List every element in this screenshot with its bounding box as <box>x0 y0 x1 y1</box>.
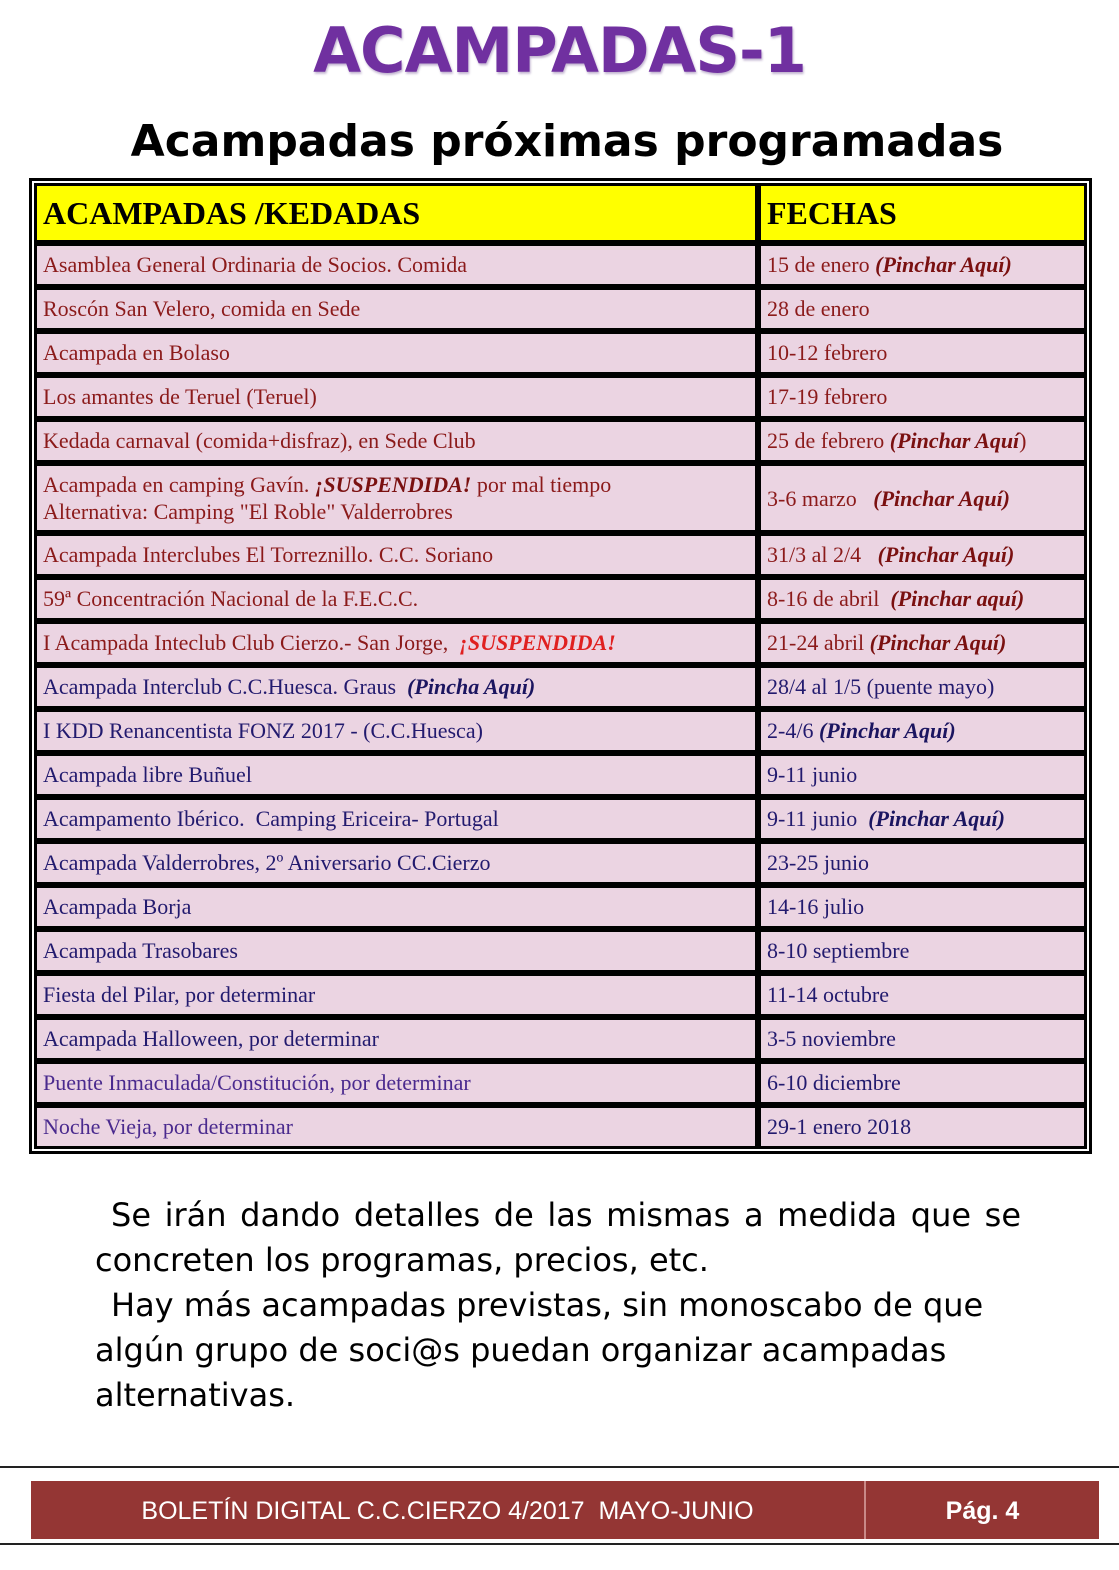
date-cell: 23-25 junio <box>758 841 1087 885</box>
date-cell: 3-6 marzo (Pinchar Aquí) <box>758 463 1087 533</box>
footer-divider <box>0 1466 1119 1468</box>
table-row <box>34 973 1087 1017</box>
event-cell: I KDD Renancentista FONZ 2017 - (C.C.Huesca) <box>34 709 758 753</box>
date-cell: 25 de febrero (Pinchar Aquí) <box>758 419 1087 463</box>
event-cell: Acampada Interclub C.C.Huesca. Graus (Pincha Aquí) <box>34 665 758 709</box>
event-cell: 59ª Concentración Nacional de la F.E.C.C. <box>34 577 758 621</box>
event-cell: Kedada carnaval (comida+disfraz), en Sede Club <box>34 419 758 463</box>
pinchar-aqui-link[interactable]: (Pinchar Aquí <box>889 428 1020 453</box>
date-cell: 28/4 al 1/5 (puente mayo) <box>758 665 1087 709</box>
table-row <box>34 533 1087 577</box>
date-cell: 17-19 febrero <box>758 375 1087 419</box>
table-row <box>34 331 1087 375</box>
date-cell: 21-24 abril (Pinchar Aquí) <box>758 621 1087 665</box>
date-cell: 28 de enero <box>758 287 1087 331</box>
paragraph: Se irán dando detalles de las mismas a medida que se concreten los programas, precios, etc. <box>95 1196 1021 1279</box>
event-cell: Acampada Interclubes El Torreznillo. C.C. Soriano <box>34 533 758 577</box>
event-cell: Acampamento Ibérico. Camping Ericeira- Portugal <box>34 797 758 841</box>
pinchar-aqui-link[interactable]: (Pinchar Aquí) <box>869 630 1007 655</box>
date-cell: 14-16 julio <box>758 885 1087 929</box>
event-cell: Asamblea General Ordinaria de Socios. Comida <box>34 243 758 287</box>
event-cell: Fiesta del Pilar, por determinar <box>34 973 758 1017</box>
date-cell: 8-10 septiembre <box>758 929 1087 973</box>
event-cell: Puente Inmaculada/Constitución, por determinar <box>34 1061 758 1105</box>
event-cell: Acampada Halloween, por determinar <box>34 1017 758 1061</box>
table-row <box>34 841 1087 885</box>
table-row <box>34 463 1087 533</box>
date-cell: 3-5 noviembre <box>758 1017 1087 1061</box>
date-cell: 29-1 enero 2018 <box>758 1105 1087 1149</box>
footer-divider <box>0 1543 1119 1545</box>
pinchar-aqui-link[interactable]: (Pinchar Aquí) <box>873 485 1011 511</box>
table-row <box>34 621 1087 665</box>
event-cell: Acampada en Bolaso <box>34 331 758 375</box>
page-number: Pág. 4 <box>945 1497 1020 1525</box>
date-cell: 11-14 octubre <box>758 973 1087 1017</box>
table-row <box>34 419 1087 463</box>
pinchar-aqui-link[interactable]: (Pinchar Aquí) <box>818 718 956 743</box>
pinchar-aqui-link[interactable]: (Pinchar Aquí) <box>868 806 1005 831</box>
event-cell: Acampada Borja <box>34 885 758 929</box>
table-row <box>34 375 1087 419</box>
date-cell: 10-12 febrero <box>758 331 1087 375</box>
table-row <box>34 797 1087 841</box>
table-row <box>34 577 1087 621</box>
date-cell: 9-11 junio (Pinchar Aquí) <box>758 797 1087 841</box>
body-text <box>95 1193 1021 1418</box>
pinchar-aqui-link[interactable]: (Pinchar Aquí) <box>877 542 1015 567</box>
table-header-row <box>34 183 1087 243</box>
suspended-label: ¡SUSPENDIDA! <box>459 630 616 655</box>
table-row <box>34 753 1087 797</box>
page-subtitle: Acampadas próximas programadas <box>130 116 1004 167</box>
suspended-label: ¡SUSPENDIDA! <box>314 472 472 497</box>
footer-bar <box>31 1481 1099 1539</box>
table-row <box>34 665 1087 709</box>
paragraph: Hay más acampadas previstas, sin monoscabo de que algún grupo de soci@s puedan organizar acampadas alternativas. <box>95 1286 984 1414</box>
date-cell: 31/3 al 2/4 (Pinchar Aquí) <box>758 533 1087 577</box>
event-cell: Acampada Valderrobres, 2º Aniversario CC.Cierzo <box>34 841 758 885</box>
pinchar-aqui-link[interactable]: (Pinchar aquí) <box>890 586 1025 611</box>
date-cell: 15 de enero (Pinchar Aquí) <box>758 243 1087 287</box>
event-cell: Noche Vieja, por determinar <box>34 1105 758 1149</box>
event-cell: Acampada libre Buñuel <box>34 753 758 797</box>
column-header-events: ACAMPADAS /KEDADAS <box>34 183 758 243</box>
pincha-aqui-link[interactable]: (Pincha Aquí) <box>407 674 536 699</box>
pinchar-aqui-link[interactable]: (Pinchar Aquí) <box>875 252 1012 277</box>
table-row <box>34 287 1087 331</box>
footer-publication: BOLETÍN DIGITAL C.C.CIERZO 4/2017 MAYO-JUNIO <box>141 1497 754 1525</box>
date-cell: 2-4/6 (Pinchar Aquí) <box>758 709 1087 753</box>
table-row <box>34 885 1087 929</box>
event-cell: Roscón San Velero, comida en Sede <box>34 287 758 331</box>
column-header-dates: FECHAS <box>758 183 1087 243</box>
event-cell: I Acampada Inteclub Club Cierzo.- San Jorge, ¡SUSPENDIDA! <box>34 621 758 665</box>
event-cell: Acampada Trasobares <box>34 929 758 973</box>
table-row <box>34 1105 1087 1149</box>
page-title: ACAMPADAS-1 <box>313 14 806 87</box>
event-cell: Los amantes de Teruel (Teruel) <box>34 375 758 419</box>
table-row <box>34 1017 1087 1061</box>
event-cell: Acampada en camping Gavín. ¡SUSPENDIDA! por mal tiempo Alternativa: Camping "El Roble" Valderrobres <box>34 463 758 533</box>
date-cell: 8-16 de abril (Pinchar aquí) <box>758 577 1087 621</box>
events-table <box>29 178 1092 1154</box>
table-row <box>34 1061 1087 1105</box>
date-cell: 9-11 junio <box>758 753 1087 797</box>
table-row <box>34 243 1087 287</box>
date-cell: 6-10 diciembre <box>758 1061 1087 1105</box>
table-row <box>34 709 1087 753</box>
table-row <box>34 929 1087 973</box>
